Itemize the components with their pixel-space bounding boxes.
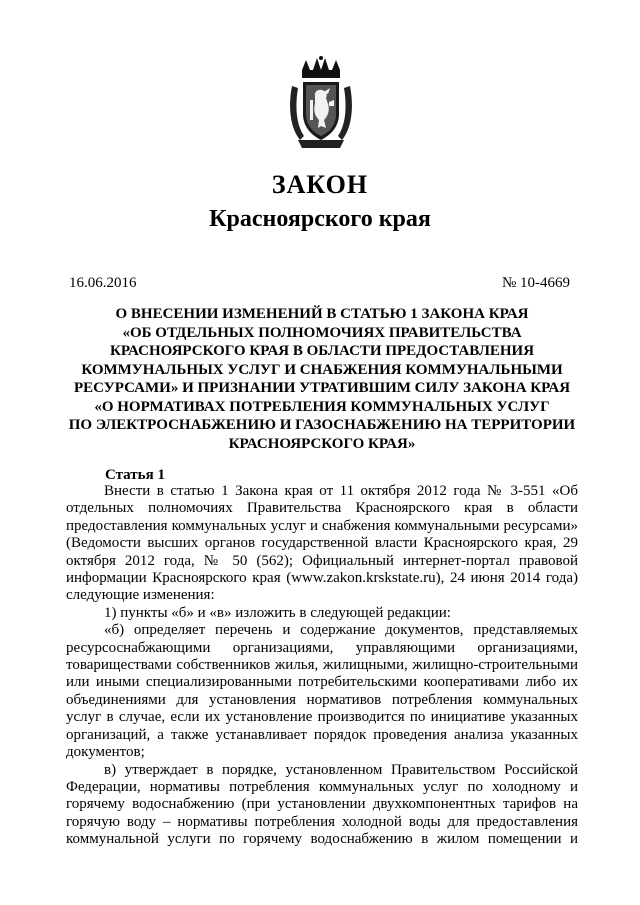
law-title-line: РЕСУРСАМИ» И ПРИЗНАНИИ УТРАТИВШИМ СИЛУ ЗАКОНА КРАЯ <box>73 380 571 396</box>
body-line: предоставления коммунальных услуг и снабжения коммунальными ресурсами» <box>66 517 578 534</box>
law-title <box>66 305 578 453</box>
body-line: информации Красноярского края (www.zakon.krskstate.ru), 24 июня 2014 года) <box>66 570 578 587</box>
law-title-line: «О НОРМАТИВАХ ПОТРЕБЛЕНИЯ КОММУНАЛЬНЫХ УСЛУГ <box>94 398 550 415</box>
body-line: объединениями для установления нормативов потребления коммунальных <box>66 691 578 708</box>
body-line: отдельных полномочиях Правительства Красноярского края в области <box>66 500 578 517</box>
body-line: Федерации, нормативы потребления коммунальных услуг по холодному и <box>66 778 578 795</box>
law-title-line: «ОБ ОТДЕЛЬНЫХ ПОЛНОМОЧИЯХ ПРАВИТЕЛЬСТВА <box>122 324 522 341</box>
law-title-line: КОММУНАЛЬНЫХ УСЛУГ И СНАБЖЕНИЯ КОММУНАЛЬНЫМИ <box>81 361 563 378</box>
body-line: горячую воду – нормативы потребления холодной воды для предоставления <box>66 813 578 830</box>
body-line: Внести в статью 1 Закона края от 11 октября 2012 года № 3-551 «Об <box>104 483 578 499</box>
document-number: № 10-4669 <box>501 275 570 291</box>
article-body <box>66 483 578 849</box>
document-type: ЗАКОН <box>271 170 369 199</box>
body-line: следующие изменения: <box>66 587 215 604</box>
body-line: «б) определяет перечень и содержание документов, представляемых <box>104 622 578 639</box>
body-line: 1) пункты «б» и «в» изложить в следующей редакции: <box>104 604 451 621</box>
body-line: товариществами собственников жилья, жилищными, жилищно-строительными <box>66 657 578 674</box>
document-date: 16.06.2016 <box>69 275 137 291</box>
body-line: октября 2012 года, № 50 (562); Официальный интернет-портал правовой <box>66 552 578 569</box>
law-title-line: КРАСНОЯРСКОГО КРАЯ» <box>228 435 416 452</box>
body-line: в) утверждает в порядке, установленном Правительством Российской <box>104 761 578 778</box>
body-line: или иными специализированными потребительскими кооперативами либо их <box>66 674 578 691</box>
body-line: ресурсоснабжающими организациями, управляющими организациями, <box>66 639 578 656</box>
body-line: услуг в случае, если их установление производится по инициативе указанных <box>66 709 578 726</box>
body-line: организаций, а также устанавливает порядок проведения анализа указанных <box>66 726 578 743</box>
body-line: коммунальной услуги по горячему водоснабжению в жилом помещении и <box>66 831 578 848</box>
body-line: горячему водоснабжению (при установлении двухкомпонентных тарифов на <box>66 796 578 813</box>
body-line: документов; <box>66 744 145 761</box>
law-title-line: КРАСНОЯРСКОГО КРАЯ В ОБЛАСТИ ПРЕДОСТАВЛЕНИЯ <box>109 343 535 359</box>
body-line: (Ведомости высших органов государственной власти Красноярского края, 29 <box>66 535 578 552</box>
coat-of-arms-icon <box>288 56 354 152</box>
law-title-line: О ВНЕСЕНИИ ИЗМЕНЕНИЙ В СТАТЬЮ 1 ЗАКОНА КРАЯ <box>115 306 529 322</box>
document-region: Красноярского края <box>209 206 431 232</box>
law-title-line: ПО ЭЛЕКТРОСНАБЖЕНИЮ И ГАЗОСНАБЖЕНИЮ НА ТЕРРИТОРИИ <box>68 417 576 433</box>
article-heading: Статья 1 <box>105 467 165 483</box>
